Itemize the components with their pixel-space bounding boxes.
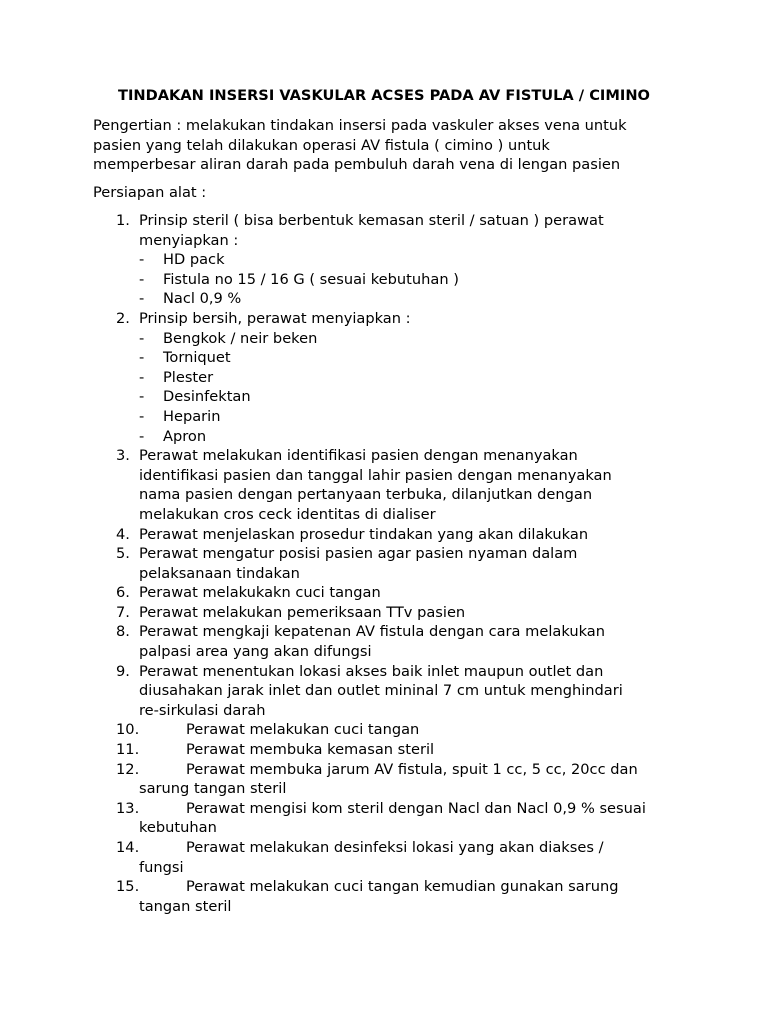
- list-line: [0, 289, 768, 309]
- list-line: [0, 466, 768, 486]
- document-title: TINDAKAN INSERSI VASKULAR ACSES PADA AV FISTULA / CIMINO: [118, 87, 650, 104]
- list-line: [0, 270, 768, 290]
- list-line: [0, 642, 768, 662]
- item-text: Perawat melakukakn cuci tangan: [139, 584, 381, 602]
- sub-item-text: Heparin: [163, 407, 221, 425]
- item-number: 7.: [116, 603, 130, 621]
- item-text: Perawat membuka jarum AV fistula, spuit 1 cc, 5 cc, 20cc dan: [186, 760, 638, 778]
- list-line: [0, 701, 768, 721]
- list-line: [0, 583, 768, 603]
- sub-item-text: Plester: [163, 368, 214, 386]
- item-text: Prinsip steril ( bisa berbentuk kemasan steril / satuan ) perawat: [139, 212, 604, 229]
- item-number: 15.: [116, 878, 140, 896]
- sub-item-text: Bengkok / neir beken: [163, 329, 318, 347]
- item-text: fungsi: [139, 858, 184, 876]
- list-line: [0, 329, 768, 349]
- item-text: pelaksanaan tindakan: [139, 564, 300, 582]
- list-line: [0, 407, 768, 427]
- item-text: nama pasien dengan pertanyaan terbuka, dilanjutkan dengan: [139, 486, 593, 504]
- list-line: [0, 348, 768, 368]
- item-number: 4.: [116, 525, 130, 543]
- dash-bullet: -: [139, 407, 145, 425]
- item-text: sarung tangan steril: [139, 780, 287, 798]
- sub-item-text: Desinfektan: [163, 388, 251, 406]
- list-line: [0, 505, 768, 525]
- item-text: melakukan cros ceck identitas di dialiser: [139, 505, 436, 523]
- list-line: [0, 799, 768, 819]
- dash-bullet: -: [139, 270, 145, 288]
- pengertian-line: Pengertian : melakukan tindakan insersi pada vaskuler akses vena untuk: [93, 117, 627, 134]
- item-number: 14.: [116, 839, 140, 856]
- list-line: [0, 211, 768, 231]
- pengertian-paragraph: [93, 116, 693, 175]
- list-line: [0, 427, 768, 447]
- persiapan-label: Persiapan alat :: [93, 184, 207, 201]
- item-text: Perawat menjelaskan prosedur tindakan yang akan dilakukan: [139, 525, 589, 543]
- list-line: [0, 897, 768, 917]
- item-number: 1.: [116, 212, 130, 229]
- item-text: diusahakan jarak inlet dan outlet mininal 7 cm untuk menghindari: [139, 682, 623, 700]
- item-text: Perawat melakukan desinfeksi lokasi yang akan diakses /: [186, 839, 604, 856]
- list-line: [0, 446, 768, 466]
- item-text: re-sirkulasi darah: [139, 701, 266, 719]
- dash-bullet: -: [139, 388, 145, 406]
- list-line: [0, 818, 768, 838]
- item-number: 6.: [116, 584, 130, 602]
- sub-item-text: Torniquet: [163, 349, 231, 367]
- item-text: Prinsip bersih, perawat menyiapkan :: [139, 309, 411, 327]
- list-line: [0, 858, 768, 878]
- item-number: 3.: [116, 447, 130, 465]
- dash-bullet: -: [139, 251, 145, 269]
- item-number: 11.: [116, 741, 140, 759]
- item-number: 10.: [116, 721, 140, 739]
- list-line: [0, 387, 768, 407]
- dash-bullet: -: [139, 290, 145, 308]
- list-line: [0, 525, 768, 545]
- sub-item-text: Fistula no 15 / 16 G ( sesuai kebutuhan ): [163, 270, 459, 288]
- dash-bullet: -: [139, 368, 145, 386]
- item-text: Perawat mengatur posisi pasien agar pasien nyaman dalam: [139, 545, 578, 563]
- list-line: [0, 720, 768, 740]
- dash-bullet: -: [139, 427, 145, 445]
- list-line: [0, 838, 768, 858]
- item-text: identifikasi pasien dan tanggal lahir pasien dengan menanyakan: [139, 466, 612, 484]
- item-text: Perawat membuka kemasan steril: [186, 741, 435, 759]
- sub-item-text: Nacl 0,9 %: [163, 290, 242, 308]
- list-line: [0, 368, 768, 388]
- list-line: [0, 309, 768, 329]
- item-number: 5.: [116, 545, 130, 563]
- list-line: [0, 622, 768, 642]
- list-line: [0, 681, 768, 701]
- item-text: Perawat mengkaji kepatenan AV fistula dengan cara melakukan: [139, 623, 605, 641]
- list-line: [0, 877, 768, 897]
- list-line: [0, 544, 768, 564]
- list-line: [0, 760, 768, 780]
- item-text: Perawat melakukan pemeriksaan TTv pasien: [139, 603, 466, 621]
- pengertian-line: memperbesar aliran darah pada pembuluh darah vena di lengan pasien: [93, 156, 621, 174]
- item-text: palpasi area yang akan difungsi: [139, 643, 372, 661]
- item-text: menyiapkan :: [139, 231, 239, 249]
- pengertian-line: pasien yang telah dilakukan operasi AV fistula ( cimino ) untuk: [93, 136, 550, 154]
- dash-bullet: -: [139, 329, 145, 347]
- list-line: [0, 250, 768, 270]
- list-line: [0, 779, 768, 799]
- item-text: Perawat melakukan cuci tangan kemudian gunakan sarung: [186, 878, 619, 896]
- list-line: [0, 231, 768, 251]
- item-text: tangan steril: [139, 897, 232, 915]
- item-number: 2.: [116, 309, 130, 327]
- item-number: 9.: [116, 662, 130, 680]
- item-number: 8.: [116, 623, 130, 641]
- item-text: Perawat menentukan lokasi akses baik inlet maupun outlet dan: [139, 662, 604, 680]
- item-text: Perawat mengisi kom steril dengan Nacl dan Nacl 0,9 % sesuai: [186, 799, 646, 817]
- list-line: [0, 662, 768, 682]
- item-number: 12.: [116, 760, 140, 778]
- item-text: Perawat melakukan identifikasi pasien dengan menanyakan: [139, 447, 578, 465]
- sub-item-text: HD pack: [163, 251, 225, 269]
- list-line: [0, 603, 768, 623]
- list-line: [0, 740, 768, 760]
- item-number: 13.: [116, 799, 140, 817]
- dash-bullet: -: [139, 349, 145, 367]
- list-line: [0, 564, 768, 584]
- list-line: [0, 485, 768, 505]
- procedure-list: [0, 211, 768, 916]
- item-text: kebutuhan: [139, 819, 217, 837]
- item-text: Perawat melakukan cuci tangan: [186, 721, 420, 739]
- sub-item-text: Apron: [163, 427, 207, 445]
